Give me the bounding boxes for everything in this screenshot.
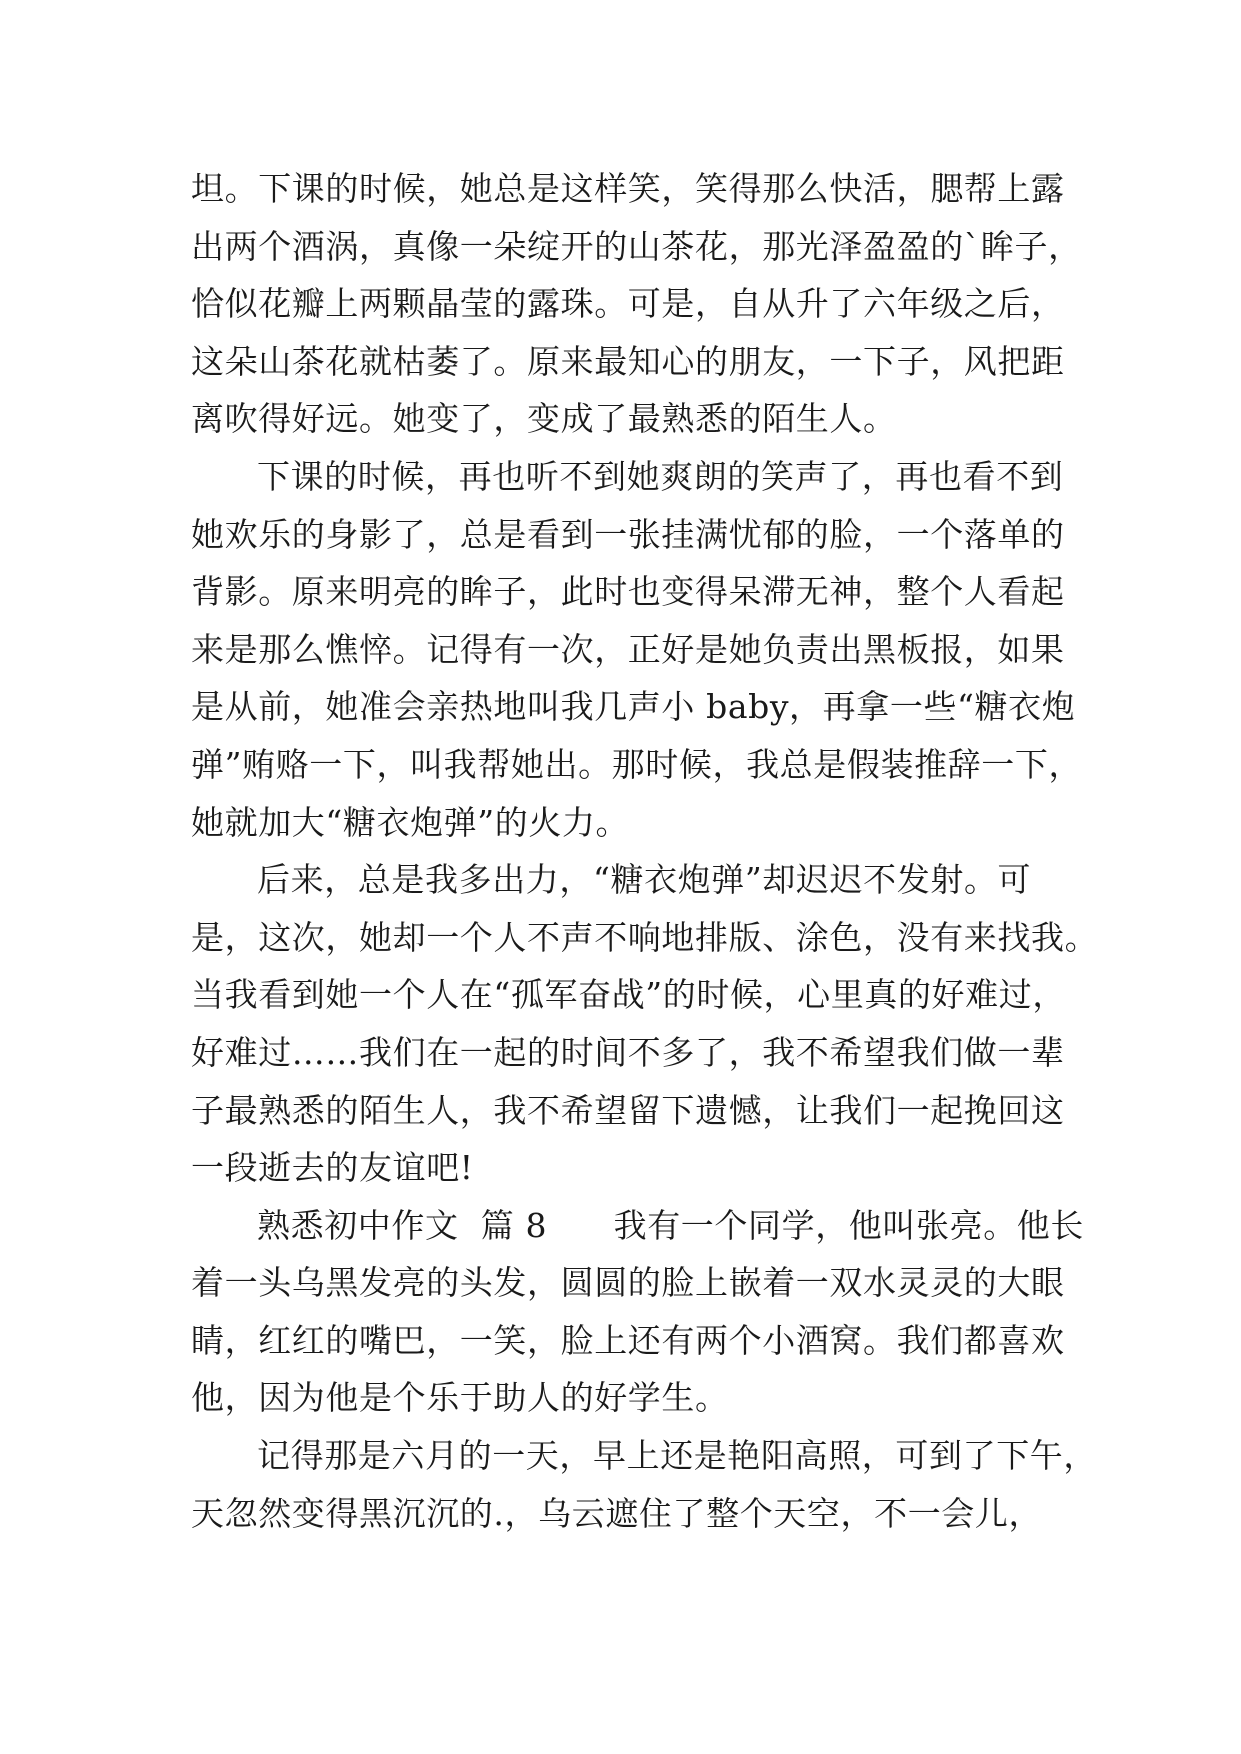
text-line: 她欢乐的身影了，总是看到一张挂满忧郁的脸，一个落单的 — [191, 514, 1065, 554]
text-line: 来是那么憔悴。记得有一次，正好是她负责出黑板报，如果 — [191, 629, 1065, 669]
text-line: 着一头乌黑发亮的头发，圆圆的脸上嵌着一双水灵灵的大眼 — [191, 1263, 1065, 1303]
text-line: 睛，红红的嘴巴，一笑，脸上还有两个小酒窝。我们都喜欢 — [191, 1320, 1065, 1360]
text-line: 一段逝去的友谊吧! — [191, 1148, 474, 1188]
text-line: 她就加大“糖衣炮弹”的火力。 — [191, 802, 630, 842]
section-heading-line: 熟悉初中作文 篇 8 我有一个同学，他叫张亮。他长 — [257, 1205, 1085, 1245]
text-line: 坦。下课的时候，她总是这样笑，笑得那么快活，腮帮上露 — [191, 169, 1065, 208]
text-line: 弹”贿赂一下，叫我帮她出。那时候，我总是假装推辞一下， — [191, 744, 1083, 784]
text-line: 子最熟悉的陌生人，我不希望留下遗憾，让我们一起挽回这 — [191, 1090, 1065, 1130]
paragraph-start-line: 后来，总是我多出力，“糖衣炮弹”却迟迟不发射。可 — [257, 860, 1032, 900]
text-line: 是从前，她准会亲热地叫我几声小 baby，再拿一些“糖衣炮 — [191, 687, 1076, 727]
text-line: 天忽然变得黑沉沉的.，乌云遮住了整个天空，不一会儿， — [191, 1493, 1043, 1533]
text-line: 当我看到她一个人在“孤军奋战”的时候，心里真的好难过， — [191, 975, 1066, 1015]
text-line: 恰似花瓣上两颗晶莹的露珠。可是，自从升了六年级之后， — [191, 284, 1065, 324]
text-line: 离吹得好远。她变了，变成了最熟悉的陌生人。 — [191, 399, 897, 439]
paragraph-start-line: 记得那是六月的一天，早上还是艳阳高照，可到了下午， — [257, 1436, 1097, 1476]
body-text — [191, 160, 1099, 1542]
text-line: 他，因为他是个乐于助人的好学生。 — [191, 1378, 729, 1418]
text-line: 好难过……我们在一起的时间不多了，我不希望我们做一辈 — [191, 1032, 1065, 1072]
text-line: 出两个酒涡，真像一朵绽开的山茶花，那光泽盈盈的`眸子， — [191, 226, 1082, 266]
text-line: 是，这次，她却一个人不声不响地排版、涂色，没有来找我。 — [191, 917, 1099, 957]
text-line: 背影。原来明亮的眸子，此时也变得呆滞无神，整个人看起 — [191, 572, 1065, 612]
text-line: 这朵山茶花就枯萎了。原来最知心的朋友，一下子，风把距 — [191, 341, 1065, 381]
paragraph-start-line: 下课的时候，再也听不到她爽朗的笑声了，再也看不到 — [257, 456, 1064, 496]
